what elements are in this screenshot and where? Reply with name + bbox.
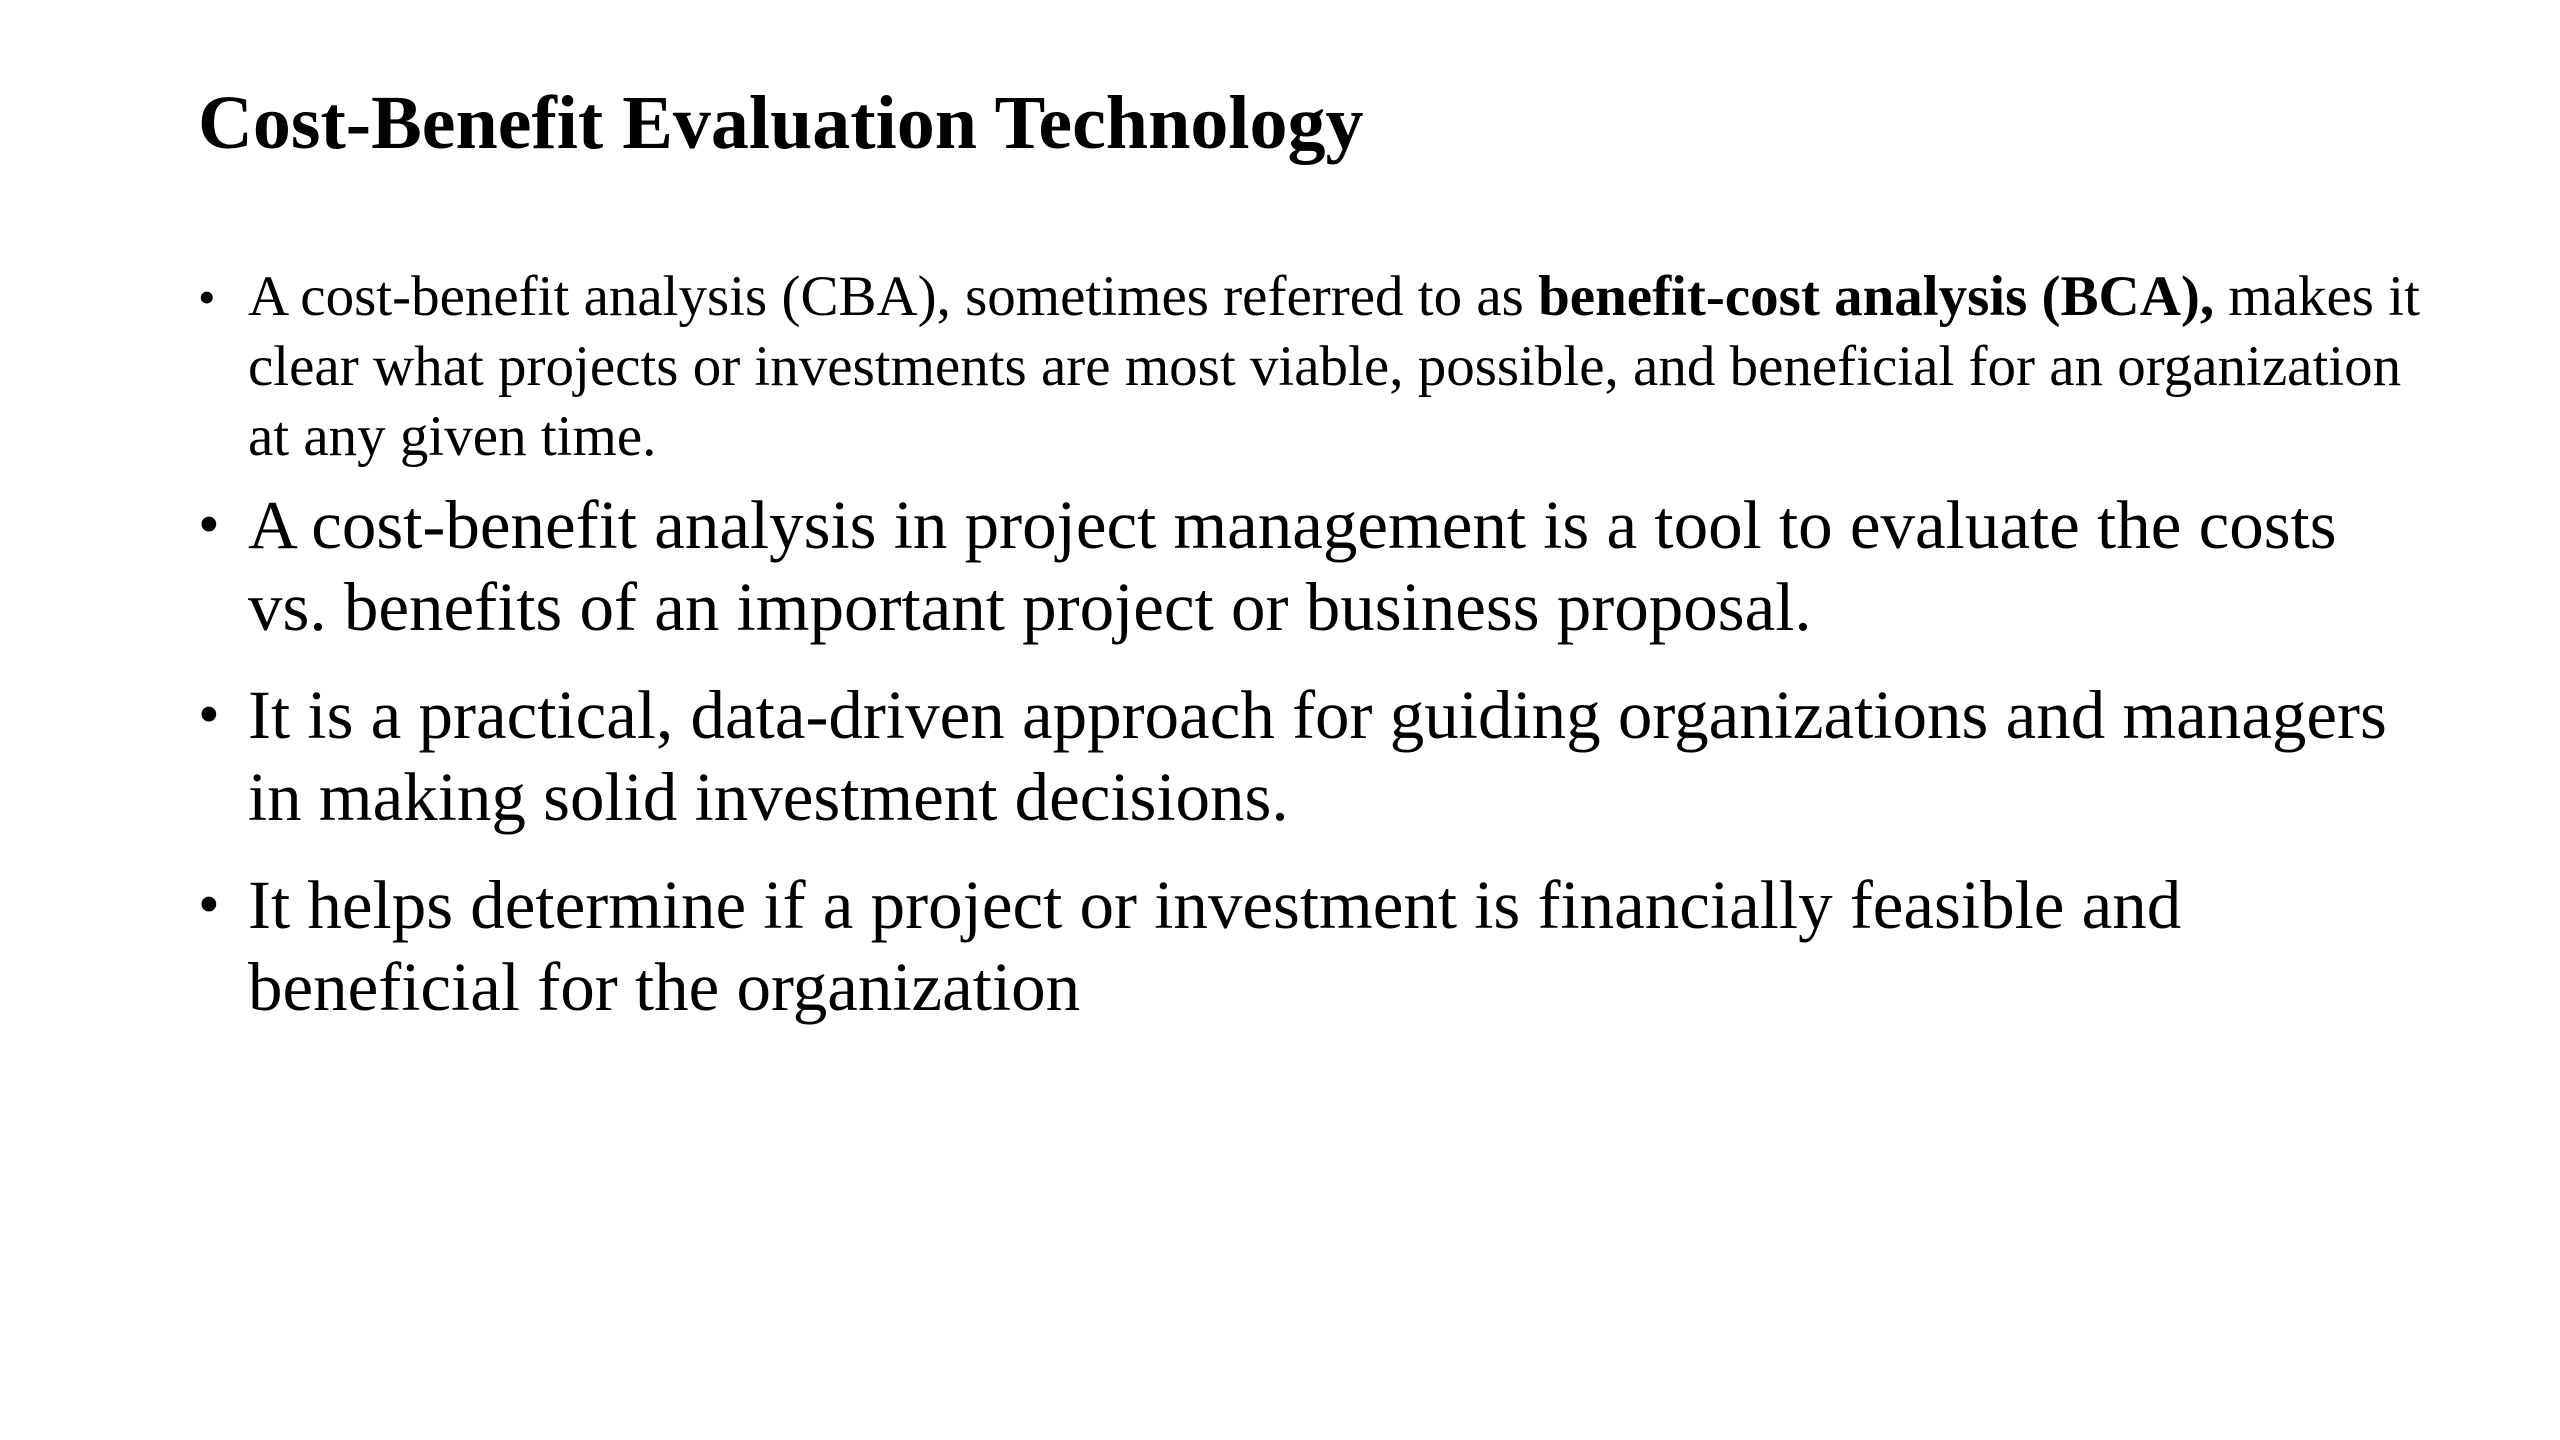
bullet-item-cba-definition — [198, 262, 2428, 472]
bullet-marker: • — [198, 871, 220, 939]
bullet-text-part: A cost-benefit analysis (CBA), sometimes referred to as — [248, 265, 1539, 328]
bullet-text — [248, 265, 2420, 468]
bullet-text-part: makes it clear what projects or investments are most viable, possible, and beneficial for an organization at any given time. — [248, 265, 2420, 468]
bullet-text-bold-term: benefit-cost analysis (BCA), — [1538, 265, 2215, 328]
bullet-text: It is a practical, data-driven approach for guiding organizations and managers in making solid investment decisions. — [248, 677, 2387, 835]
bullet-marker: • — [198, 269, 216, 325]
bullet-list — [198, 262, 2428, 1054]
slide-title: Cost-Benefit Evaluation Technology — [198, 81, 1364, 165]
bullet-item-financial-feasibility — [198, 864, 2428, 1028]
bullet-text: It helps determine if a project or investment is financially feasible and beneficial for the organization — [248, 867, 2182, 1025]
bullet-item-cba-project-management — [198, 484, 2428, 648]
bullet-marker: • — [198, 681, 220, 749]
bullet-text: A cost-benefit analysis in project management is a tool to evaluate the costs vs. benefits of an important project or business proposal. — [248, 487, 2337, 645]
bullet-item-data-driven-approach — [198, 674, 2428, 838]
bullet-marker: • — [198, 491, 220, 559]
